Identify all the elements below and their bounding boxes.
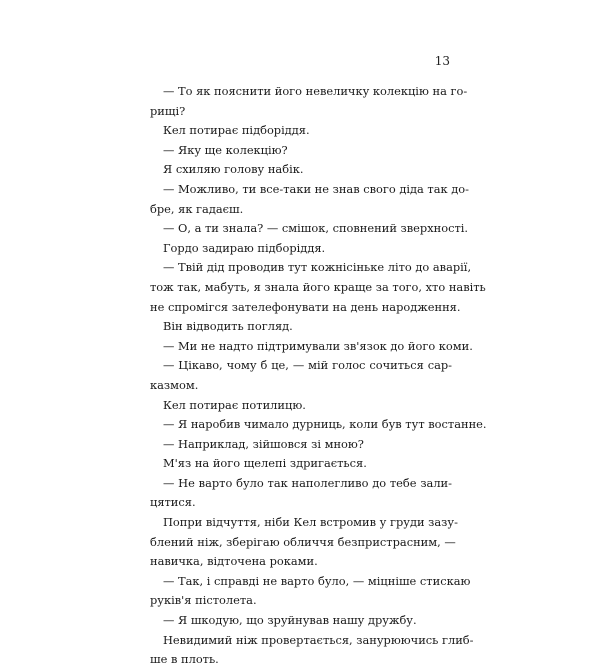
text-line: Невидимий ніж провертається, занурюючись глиб- [163,632,474,647]
body-text [150,82,487,670]
text-line: — Так, і справді не варто було, — міцніше стискаю [163,573,471,588]
text-line: Кел потирає потилицю. [163,397,306,412]
text-line: цятися. [150,495,196,510]
text-line: — Я наробив чимало дурниць, коли був тут востанне. [163,417,487,432]
text-line: навичка, відточена роками. [150,554,318,569]
page-number: 13 [434,54,450,68]
text-line: — Цікаво, чому б це, — мій голос сочиться сар- [163,358,452,373]
text-line: Попри відчуття, ніби Кел встромив у груди зазу- [163,515,458,530]
text-line: — Ми не надто підтримували зв'язок до його коми. [163,338,473,353]
text-line: — То як пояснити його невеличку колекцію на го- [163,84,468,98]
text-line: М'яз на його щелепі здригається. [163,456,367,471]
text-line: ше в плоть. [150,652,219,667]
text-line: — Наприклад, зійшовся зі мною? [163,436,364,451]
text-line: Кел потирає підборіддя. [163,123,310,138]
text-line: — Твій дід проводив тут кожнісіньке літо до аварії, [163,260,472,275]
text-line: бре, як гадаєш. [150,201,244,216]
text-line: тож так, мабуть, я знала його краще за того, хто навіть [150,279,486,294]
text-line: блений ніж, зберігаю обличчя безпристрасним, — [150,534,456,549]
text-line: не спромігся зателефонувати на день народження. [150,299,461,314]
text-line: руків'я пістолета. [150,593,257,608]
text-line: казмом. [150,377,199,392]
text-line: рищі? [150,103,186,118]
text-line: Він відводить погляд. [163,319,293,334]
text-line: — Яку ще колекцію? [163,142,288,157]
text-line: — Не варто було так наполегливо до тебе зали- [163,475,452,490]
text-line: Я схиляю голову набік. [163,162,304,177]
text-line: — Можливо, ти все-таки не знав свого діда так до- [163,181,469,196]
text-line: Гордо задираю підборіддя. [163,240,326,255]
text-line: — Я шкодую, що зруйнував нашу дружбу. [163,613,417,628]
text-line: — О, а ти знала? — смішок, сповнений зверхності. [163,221,469,236]
